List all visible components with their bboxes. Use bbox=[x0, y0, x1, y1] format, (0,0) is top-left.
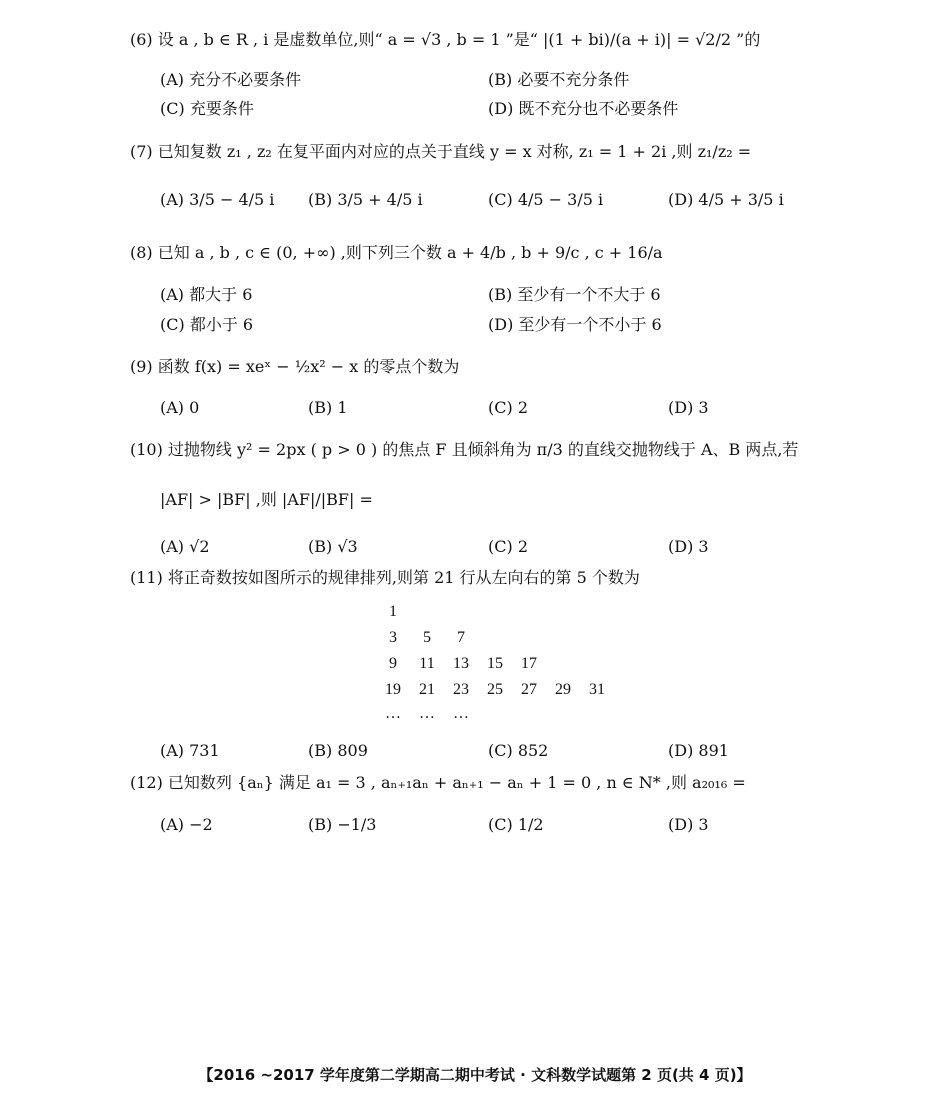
q9-option-b: (B) 1 bbox=[308, 398, 348, 417]
question-8-stem: (8) 已知 a , b , c ∈ (0, +∞) ,则下列三个数 a + 4/b , b + 9/c , c + 16/a bbox=[130, 243, 663, 262]
q6-option-c: (C) 充要条件 bbox=[160, 99, 254, 118]
triangle-cell: 1 bbox=[389, 603, 397, 620]
triangle-cell: 7 bbox=[457, 629, 465, 646]
triangle-cell: 9 bbox=[389, 655, 397, 672]
q11-option-d: (D) 891 bbox=[668, 741, 729, 760]
q9-option-d: (D) 3 bbox=[668, 398, 709, 417]
triangle-cell: 17 bbox=[521, 655, 537, 672]
q8-option-b: (B) 至少有一个不大于 6 bbox=[488, 285, 661, 304]
q8-option-c: (C) 都小于 6 bbox=[160, 315, 254, 334]
q8-option-a: (A) 都大于 6 bbox=[160, 285, 253, 304]
q12-option-d: (D) 3 bbox=[668, 815, 709, 834]
q11-option-a: (A) 731 bbox=[160, 741, 220, 760]
q10-option-d: (D) 3 bbox=[668, 537, 709, 556]
q12-option-b: (B) −1/3 bbox=[308, 815, 377, 834]
triangle-cell: 11 bbox=[419, 655, 435, 672]
q7-option-b: (B) 3/5 + 4/5 i bbox=[308, 190, 423, 209]
q6-option-a: (A) 充分不必要条件 bbox=[160, 70, 302, 89]
question-9-stem: (9) 函数 f(x) = xeˣ − ½x² − x 的零点个数为 bbox=[130, 357, 460, 376]
triangle-cell: 3 bbox=[389, 629, 397, 646]
odd-number-triangle bbox=[378, 603, 618, 728]
triangle-cell: 5 bbox=[423, 629, 431, 646]
q10-option-b: (B) √3 bbox=[308, 537, 358, 556]
triangle-cell: 27 bbox=[521, 681, 537, 698]
q10-option-c: (C) 2 bbox=[488, 537, 528, 556]
page-footer: 【2016 ~2017 学年度第二学期高二期中考试 · 文科数学试题第 2 页(共 4 页)】 bbox=[198, 1066, 752, 1084]
triangle-cell: … bbox=[385, 705, 401, 722]
question-12-stem: (12) 已知数列 {aₙ} 满足 a₁ = 3 , aₙ₊₁aₙ + aₙ₊₁ − aₙ + 1 = 0 , n ∈ N* ,则 a₂₀₁₆ = bbox=[130, 773, 746, 792]
q8-option-d: (D) 至少有一个不小于 6 bbox=[488, 315, 662, 334]
triangle-cell: 25 bbox=[487, 681, 503, 698]
triangle-cell: 15 bbox=[487, 655, 503, 672]
q6-option-d: (D) 既不充分也不必要条件 bbox=[488, 99, 679, 118]
triangle-cell: 31 bbox=[589, 681, 605, 698]
q10-option-a: (A) √2 bbox=[160, 537, 210, 556]
q12-option-a: (A) −2 bbox=[160, 815, 213, 834]
q12-option-c: (C) 1/2 bbox=[488, 815, 544, 834]
q9-option-c: (C) 2 bbox=[488, 398, 528, 417]
question-11-stem: (11) 将正奇数按如图所示的规律排列,则第 21 行从左向右的第 5 个数为 bbox=[130, 568, 640, 587]
question-6-stem: (6) 设 a , b ∈ R , i 是虚数单位,则“ a = √3 , b = 1 ”是“ |(1 + bi)/(a + i)| = √2/2 ”的 bbox=[130, 30, 761, 49]
question-10-stem-continued: |AF| > |BF| ,则 |AF|/|BF| = bbox=[160, 490, 373, 509]
triangle-cell: 21 bbox=[419, 681, 435, 698]
q7-option-a: (A) 3/5 − 4/5 i bbox=[160, 190, 275, 209]
triangle-cell: … bbox=[419, 705, 435, 722]
q7-option-c: (C) 4/5 − 3/5 i bbox=[488, 190, 604, 209]
triangle-cell: 19 bbox=[385, 681, 401, 698]
question-10-stem: (10) 过抛物线 y² = 2px ( p > 0 ) 的焦点 F 且倾斜角为 π/3 的直线交抛物线于 A、B 两点,若 bbox=[130, 440, 799, 459]
q6-option-b: (B) 必要不充分条件 bbox=[488, 70, 630, 89]
triangle-cell: 23 bbox=[453, 681, 469, 698]
q11-option-b: (B) 809 bbox=[308, 741, 368, 760]
q9-option-a: (A) 0 bbox=[160, 398, 200, 417]
question-7-stem: (7) 已知复数 z₁ , z₂ 在复平面内对应的点关于直线 y = x 对称, z₁ = 1 + 2i ,则 z₁/z₂ = bbox=[130, 142, 752, 161]
triangle-cell: 29 bbox=[555, 681, 571, 698]
triangle-cell: 13 bbox=[453, 655, 469, 672]
q7-option-d: (D) 4/5 + 3/5 i bbox=[668, 190, 784, 209]
q11-option-c: (C) 852 bbox=[488, 741, 549, 760]
triangle-cell: … bbox=[453, 705, 469, 722]
